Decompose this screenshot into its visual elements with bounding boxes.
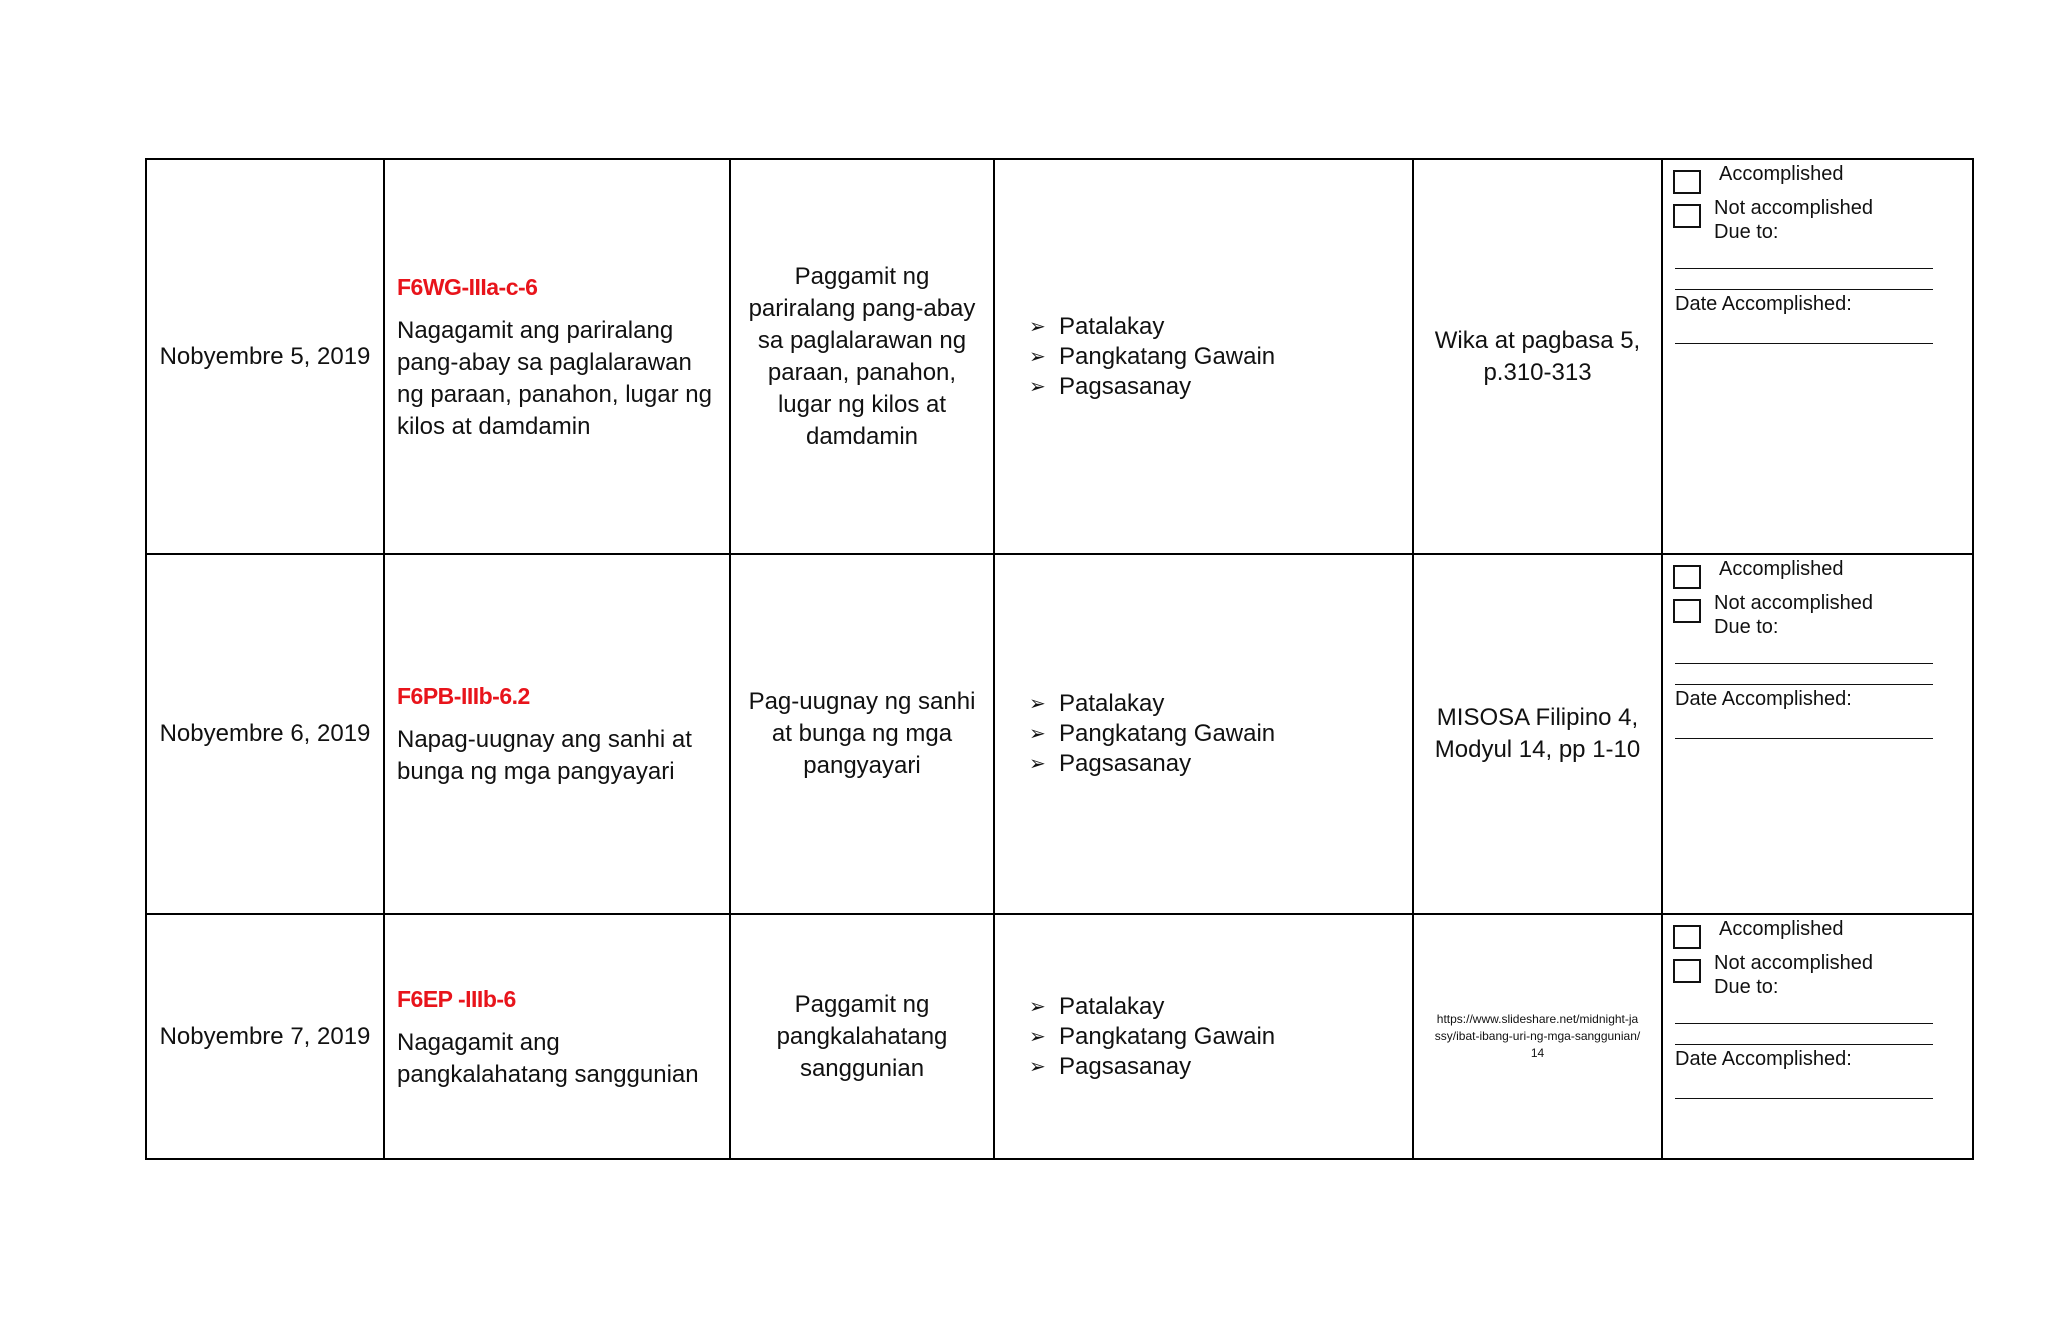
date-text: Nobyembre 5, 2019 xyxy=(159,342,371,370)
list-item xyxy=(1029,312,1392,342)
accomplished-label: Accomplished xyxy=(1719,918,1844,940)
date-accomplished-line[interactable] xyxy=(1675,738,1933,739)
due-to-line[interactable] xyxy=(1675,268,1933,269)
list-item xyxy=(1029,749,1392,779)
not-accomplished-checkbox[interactable] xyxy=(1673,959,1701,983)
competency-cell xyxy=(384,914,730,1159)
list-item xyxy=(1029,1052,1392,1082)
arrow-bullet-icon: ➢ xyxy=(1029,693,1046,715)
not-accomplished-label: Not accomplished xyxy=(1714,197,1873,219)
topic-text: Paggamit ng pariralang pang-abay sa paglalarawan ng paraan, panahon, lugar ng kilos at damdamin xyxy=(748,262,976,450)
activity-label: Pangkatang Gawain xyxy=(1059,1022,1276,1050)
not-accomplished-checkbox[interactable] xyxy=(1673,599,1701,623)
reference-text: Wika at pagbasa 5, p.310-313 xyxy=(1434,326,1641,386)
date-accomplished-label: Date Accomplished: xyxy=(1675,293,1852,315)
reference-cell xyxy=(1413,914,1662,1159)
topic-text: Pag-uugnay ng sanhi at bunga ng mga pangyayari xyxy=(748,688,976,779)
not-accomplished-checkbox[interactable] xyxy=(1673,204,1701,228)
accomplished-checkbox[interactable] xyxy=(1673,925,1701,949)
competency-code: F6WG-IIIa-c-6 xyxy=(397,273,538,300)
activity-label: Pangkatang Gawain xyxy=(1059,342,1276,370)
activities-list xyxy=(1029,992,1392,1082)
activity-label: Patalakay xyxy=(1059,992,1165,1020)
date-cell xyxy=(146,159,384,554)
accomplished-checkbox[interactable] xyxy=(1673,170,1701,194)
arrow-bullet-icon: ➢ xyxy=(1029,375,1046,398)
arrow-bullet-icon: ➢ xyxy=(1029,345,1046,368)
arrow-bullet-icon: ➢ xyxy=(1029,1055,1046,1078)
due-to-line[interactable] xyxy=(1675,1023,1933,1024)
competency-cell xyxy=(384,554,730,914)
activities-cell xyxy=(994,914,1413,1159)
competency-cell xyxy=(384,159,730,554)
list-item xyxy=(1029,342,1392,372)
date-accomplished-label: Date Accomplished: xyxy=(1675,1048,1852,1070)
topic-cell xyxy=(730,554,994,914)
accomplished-label: Accomplished xyxy=(1719,558,1844,580)
topic-text: Paggamit ng pangkalahatang sanggunian xyxy=(776,990,948,1082)
competency-code: F6PB-IIIb-6.2 xyxy=(397,683,530,709)
activities-cell xyxy=(994,554,1413,914)
due-to-line[interactable] xyxy=(1675,684,1933,685)
activity-label: Pagsasanay xyxy=(1059,372,1192,400)
reference-link[interactable]: https://www.slideshare.net/midnight-jassy/ibat-ibang-uri-ng-mga-sanggunian/14 xyxy=(1434,1012,1641,1060)
list-item xyxy=(1029,372,1392,402)
due-to-line[interactable] xyxy=(1675,1044,1933,1045)
list-item xyxy=(1029,689,1392,719)
lesson-plan-table xyxy=(145,158,1974,1160)
arrow-bullet-icon: ➢ xyxy=(1029,995,1046,1018)
activities-list xyxy=(1029,312,1392,402)
arrow-bullet-icon: ➢ xyxy=(1029,1025,1046,1048)
due-to-line[interactable] xyxy=(1675,663,1933,664)
competency-text: Nagagamit ang pariralang pang-abay sa paglalarawan ng paraan, panahon, lugar ng kilos at damdamin xyxy=(397,316,712,440)
reference-cell xyxy=(1413,159,1662,554)
status-cell xyxy=(1662,159,1973,554)
activities-cell xyxy=(994,159,1413,554)
date-text: Nobyembre 7, 2019 xyxy=(159,1022,371,1050)
date-cell xyxy=(146,914,384,1159)
competency-text: Nagagamit ang pangkalahatang sanggunian xyxy=(397,1028,699,1088)
accomplished-label: Accomplished xyxy=(1719,163,1844,185)
not-accomplished-label: Not accomplished xyxy=(1714,952,1873,974)
competency-code: F6EP -IIIb-6 xyxy=(397,985,516,1012)
list-item xyxy=(1029,992,1392,1022)
date-accomplished-line[interactable] xyxy=(1675,343,1933,344)
table-row xyxy=(146,159,1973,554)
date-text: Nobyembre 6, 2019 xyxy=(159,720,371,747)
status-cell xyxy=(1662,914,1973,1159)
table-row xyxy=(146,914,1973,1159)
reference-text: MISOSA Filipino 4, Modyul 14, pp 1-10 xyxy=(1434,704,1641,763)
activity-label: Patalakay xyxy=(1059,690,1165,717)
date-accomplished-line[interactable] xyxy=(1675,1098,1933,1099)
topic-cell xyxy=(730,159,994,554)
reference-cell xyxy=(1413,554,1662,914)
activity-label: Pagsasanay xyxy=(1059,750,1192,777)
date-accomplished-label: Date Accomplished: xyxy=(1675,688,1852,710)
arrow-bullet-icon: ➢ xyxy=(1029,753,1046,775)
due-to-label: Due to: xyxy=(1714,616,1779,638)
date-cell xyxy=(146,554,384,914)
accomplished-checkbox[interactable] xyxy=(1673,565,1701,589)
list-item xyxy=(1029,719,1392,749)
activities-list xyxy=(1029,689,1392,779)
topic-cell xyxy=(730,914,994,1159)
arrow-bullet-icon: ➢ xyxy=(1029,723,1046,745)
due-to-line[interactable] xyxy=(1675,289,1933,290)
status-cell xyxy=(1662,554,1973,914)
activity-label: Patalakay xyxy=(1059,312,1165,340)
due-to-label: Due to: xyxy=(1714,221,1779,243)
table-row xyxy=(146,554,1973,914)
competency-text: Napag-uugnay ang sanhi at bunga ng mga pangyayari xyxy=(397,726,692,785)
arrow-bullet-icon: ➢ xyxy=(1029,315,1046,338)
activity-label: Pangkatang Gawain xyxy=(1059,720,1276,747)
activity-label: Pagsasanay xyxy=(1059,1052,1192,1080)
list-item xyxy=(1029,1022,1392,1052)
not-accomplished-label: Not accomplished xyxy=(1714,592,1873,614)
due-to-label: Due to: xyxy=(1714,976,1779,998)
